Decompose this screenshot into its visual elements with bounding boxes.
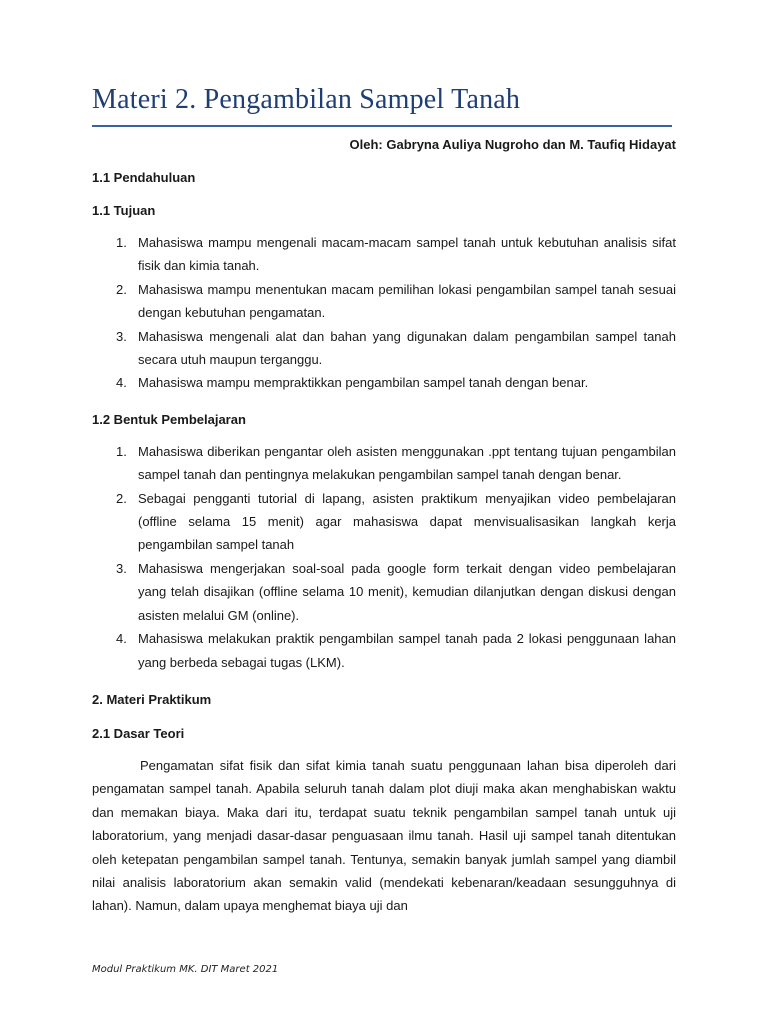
- list-item-text: Mahasiswa melakukan praktik pengambilan sampel tanah pada 2 lokasi penggunaan lahan yang berbeda sebagai tugas (LKM).: [138, 631, 676, 670]
- list-item-text: Mahasiswa mampu mengenali macam-macam sampel tanah untuk kebutuhan analisis sifat fisik dan kimia tanah.: [138, 235, 676, 274]
- list-item: [92, 627, 676, 674]
- list-item-text: Sebagai pengganti tutorial di lapang, asisten praktikum menyajikan video pembelajaran (offline selama 15 menit) agar mahasiswa dapat menvisualisasikan langkah kerja pengambilan sampel tanah: [138, 490, 676, 553]
- bentuk-list: [92, 440, 676, 674]
- list-number: 1.: [116, 443, 127, 459]
- page-footer: Modul Praktikum MK. DIT Maret 2021: [92, 964, 279, 975]
- list-item: [92, 278, 676, 325]
- list-number: 4.: [116, 631, 127, 647]
- list-item-text: Mahasiswa diberikan pengantar oleh asisten menggunakan .ppt tentang tujuan pengambilan sampel tanah dan pentingnya melakukan pengambilan sampel tanah dengan benar.: [138, 443, 676, 483]
- list-number: 4.: [116, 375, 127, 391]
- heading-bentuk-pembelajaran: 1.2 Bentuk Pembelajaran: [92, 411, 246, 427]
- list-item: [92, 371, 676, 394]
- document-title: Materi 2. Pengambilan Sampel Tanah: [92, 84, 521, 115]
- list-item: [92, 487, 676, 557]
- list-item-text: Mahasiswa mengenali alat dan bahan yang digunakan dalam pengambilan sampel tanah secara utuh maupun terganggu.: [138, 328, 676, 368]
- heading-materi-praktikum: 2. Materi Praktikum: [92, 691, 212, 707]
- author-line: Oleh: Gabryna Auliya Nugroho dan M. Taufiq Hidayat: [349, 137, 676, 152]
- list-item-text: Mahasiswa mampu mempraktikkan pengambilan sampel tanah dengan benar.: [138, 375, 589, 391]
- list-item: [92, 231, 676, 278]
- list-item: [92, 440, 676, 487]
- heading-dasar-teori: 2.1 Dasar Teori: [92, 725, 185, 741]
- document-body: [92, 170, 676, 918]
- dasar-teori-paragraph: Pengamatan sifat fisik dan sifat kimia tanah suatu penggunaan lahan bisa diperoleh dari pengamatan sampel tanah. Apabila seluruh tanah dalam plot diuji maka akan menghabiskan waktu dan memakan biaya. Maka dari itu, terdapat suatu teknik pengambilan sampel tanah untuk uji laboratorium, yang menjadi dasar-dasar penguasaan ilmu tanah. Hasil uji sampel tanah ditentukan oleh ketepatan pengambilan sampel tanah. Tentunya, semakin banyak jumlah sampel yang diambil nilai analisis laboratorium akan semakin valid (mendekati kebenaran/keadaan sesungguhnya di lahan). Namun, dalam upaya menghemat biaya uji dan: [92, 757, 676, 914]
- list-item: [92, 325, 676, 372]
- list-number: 3.: [116, 560, 127, 576]
- list-number: 2.: [116, 281, 127, 297]
- list-item: [92, 557, 676, 627]
- list-number: 3.: [116, 328, 127, 344]
- tujuan-list: [92, 231, 676, 395]
- list-number: 1.: [116, 235, 127, 250]
- title-underline: [92, 125, 672, 127]
- list-item-text: Mahasiswa mengerjakan soal-soal pada google form terkait dengan video pembelajaran yang telah disajikan (offline selama 10 menit), kemudian dilanjutkan dengan diskusi dengan asisten melalui GM (online).: [138, 560, 676, 623]
- list-number: 2.: [116, 490, 127, 506]
- heading-tujuan: 1.1 Tujuan: [92, 203, 156, 218]
- heading-pendahuluan: 1.1 Pendahuluan: [92, 170, 196, 185]
- list-item-text: Mahasiswa mampu menentukan macam pemilihan lokasi pengambilan sampel tanah sesuai dengan kebutuhan pengamatan.: [138, 281, 676, 321]
